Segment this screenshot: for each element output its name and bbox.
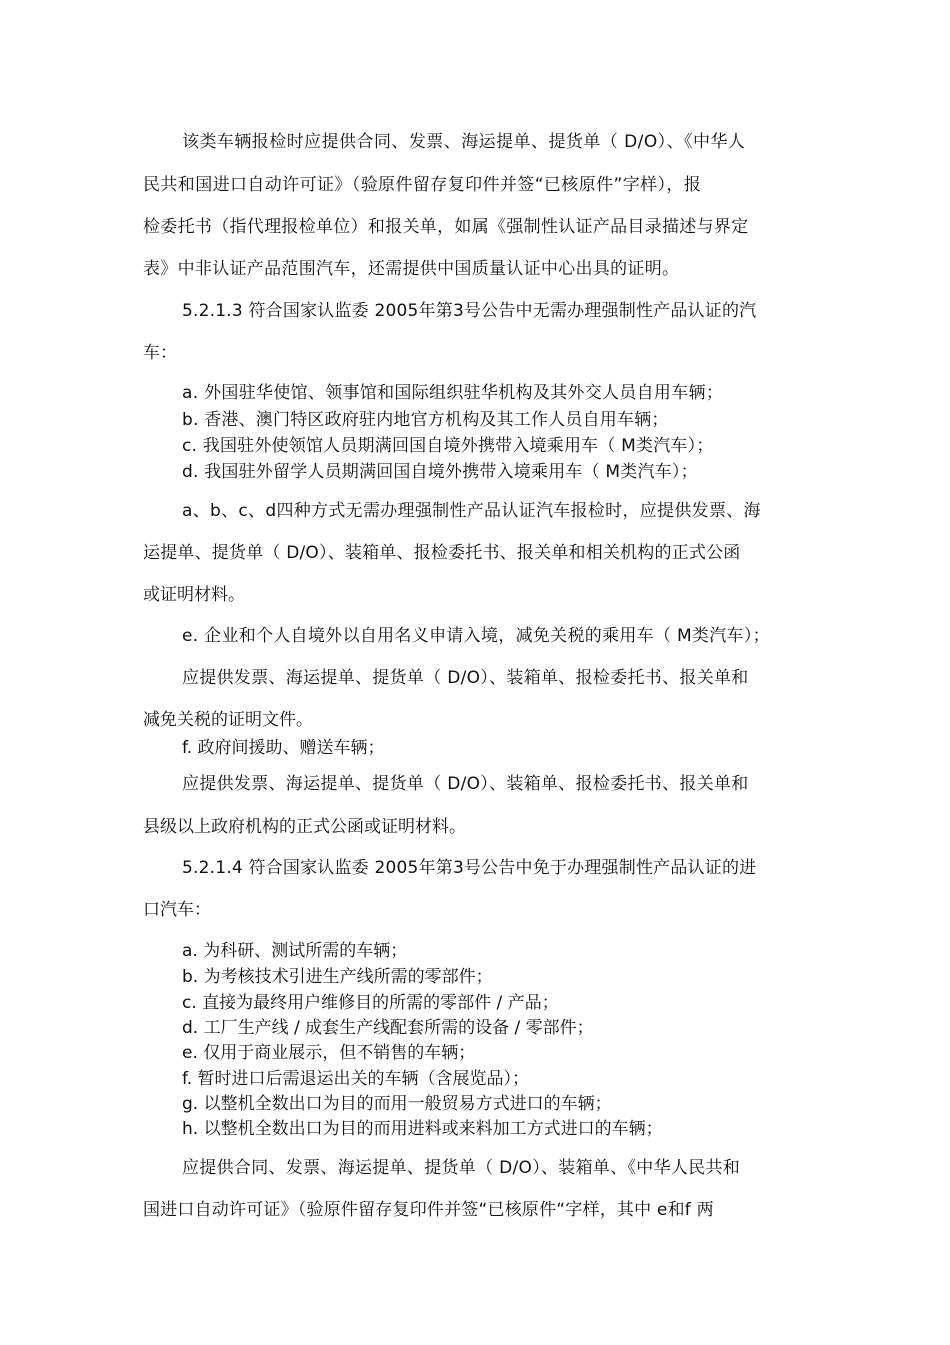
section-heading: 5.2.1.3 符合国家认监委 2005年第3号公告中无需办理强制性产品认证的汽 [182, 301, 757, 321]
text-line: 国进口自动许可证》（验原件留存复印件并签“已核原件“字样，其中 e和f 两 [143, 1200, 714, 1220]
list-item: f. 暂时进口后需退运出关的车辆（含展览品）； [182, 1069, 530, 1089]
text-line: 车： [143, 343, 177, 363]
list-item: f. 政府间援助、赠送车辆； [182, 738, 385, 758]
list-item: e. 企业和个人自境外以自用名义申请入境，减免关税的乘用车（ M类汽车）； [182, 626, 770, 646]
text-line: 检委托书（指代理报检单位）和报关单，如属《强制性认证产品目录描述与界定 [143, 217, 749, 237]
text-line: 表》中非认证产品范围汽车，还需提供中国质量认证中心出具的证明。 [143, 259, 680, 279]
text-line: 应提供发票、海运提单、提货单（ D/O）、装箱单、报检委托书、报关单和 [182, 774, 749, 794]
text-line: 民共和国进口自动许可证》（验原件留存复印件并签“已核原件”字样），报 [143, 175, 702, 195]
list-item: d. 工厂生产线 / 成套生产线配套所需的设备 / 零部件； [182, 1018, 594, 1038]
list-item: c. 我国驻外使领馆人员期满回国自境外携带入境乘用车（ M类汽车）； [182, 436, 714, 456]
text-line: 减免关税的证明文件。 [143, 710, 313, 730]
section-heading: 5.2.1.4 符合国家认监委 2005年第3号公告中免于办理强制性产品认证的进 [182, 858, 757, 878]
list-item: b. 为考核技术引进生产线所需的零部件； [182, 967, 493, 987]
text-line: a、b、c、d四种方式无需办理强制性产品认证汽车报检时，应提供发票、海 [182, 501, 761, 521]
text-line: 县级以上政府机构的正式公函或证明材料。 [143, 817, 466, 837]
list-item: d. 我国驻外留学人员期满回国自境外携带入境乘用车（ M类汽车）； [182, 462, 698, 482]
list-item: c. 直接为最终用户维修目的所需的零部件 / 产品； [182, 993, 559, 1013]
text-line: 该类车辆报检时应提供合同、发票、海运提单、提货单（ D/O）、《中华人 [182, 132, 746, 152]
text-line: 运提单、提货单（ D/O）、装箱单、报检委托书、报关单和相关机构的正式公函 [143, 543, 741, 563]
text-line: 口汽车： [143, 900, 211, 920]
text-line: 或证明材料。 [143, 585, 245, 605]
list-item: e. 仅用于商业展示，但不销售的车辆； [182, 1043, 476, 1063]
list-item: b. 香港、澳门特区政府驻内地官方机构及其工作人员自用车辆； [182, 410, 669, 430]
list-item: a. 为科研、测试所需的车辆； [182, 941, 408, 961]
list-item: g. 以整机全数出口为目的而用一般贸易方式进口的车辆； [182, 1094, 612, 1114]
text-line: 应提供合同、发票、海运提单、提货单（ D/O）、装箱单、《中华人民共和 [182, 1158, 741, 1178]
text-line: 应提供发票、海运提单、提货单（ D/O）、装箱单、报检委托书、报关单和 [182, 668, 749, 688]
list-item: a. 外国驻华使馆、领事馆和国际组织驻华机构及其外交人员自用车辆； [182, 383, 724, 403]
list-item: h. 以整机全数出口为目的而用进料或来料加工方式进口的车辆； [182, 1119, 663, 1139]
